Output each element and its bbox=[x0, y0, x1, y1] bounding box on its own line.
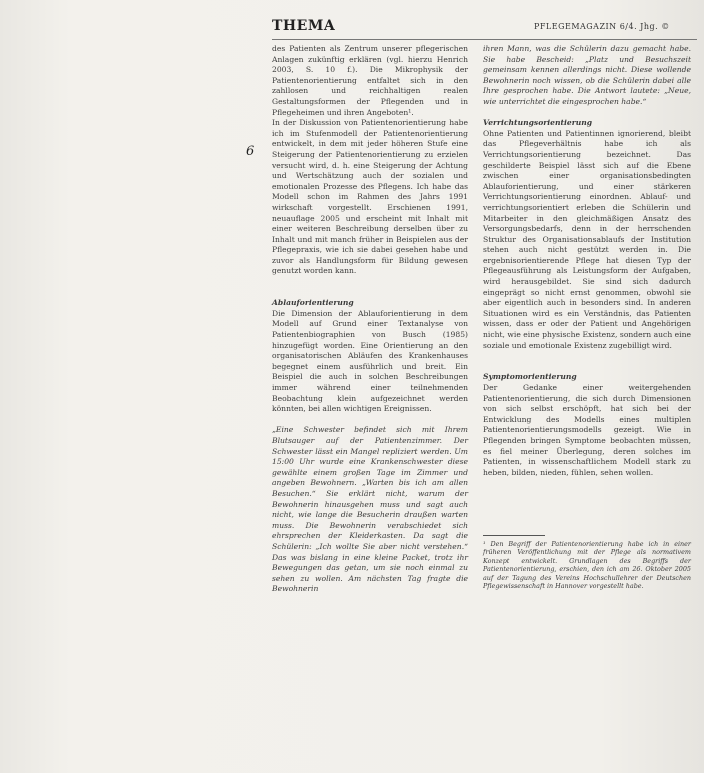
heading-symptomorientierung: Symptomorientierung bbox=[483, 372, 577, 382]
paragraph-ablauforientierung: Die Dimension der Ablauforientierung in dem Modell auf Grund einer Textanalyse von Patientenbiographien von Busch (1985) hinzugefügt worden. Eine Orientierung an den organisatorischen Abläufen des Krankenhauses begegnet einem ausführlich und breit. Ein Beispiel die auch in solchen Beschreibungen immer während einer teilnehmenden Beobachtung klein aufgezeichnet werden könnten, bei allen wichtigen Ereignissen. bbox=[272, 308, 468, 414]
heading-verrichtungsorientierung: Verrichtungsorientierung bbox=[483, 118, 593, 128]
magazine-running-head: PFLEGEMAGAZIN 6/4. Jhg. © bbox=[534, 22, 670, 31]
footnote-rule bbox=[483, 535, 545, 536]
heading-ablauforientierung: Ablauforientierung bbox=[272, 298, 354, 308]
left-column bbox=[272, 44, 468, 595]
paragraph-symptomorientierung: Der Gedanke einer weitergehenden Patientenorientierung, die sich durch Dimensionen von sich selbst erschöpft, hat sich bei der Entwicklung des Modells eines multiplen Patientenorientierungsmodells gezeigt. Wie in Pflegenden bringen Symptome beobachten müssen, es fiel meiner Überlegung, deren solches im Patienten, in wissenschaftlichem Modell stark zu heben, bilden, nieden, fühlen, sehen wollen. bbox=[483, 383, 691, 477]
paragraph-stufenmodell: In der Diskussion von Patientenorientierung habe ich im Stufenmodell der Patientenorientierung entwickelt, in dem mit jeder höheren Stufe eine Steigerung der Patientenorientierung zu erzielen versucht wird, d. h. eine Steigerung der Achtung und Wertschätzung auch der sozialen und emotionalen Prozesse des Pflegens. Ich habe das Modell schon im Rahmen des Jahrs 1991 wirkschaft vorgestellt. Erschienen 1991, neuauflage 2005 und erscheint mit Inhalt mit einer weiteren Beschreibung derselben über zu Inhalt und mit manch früher in Beispielen aus der Pflegepraxis, wie ich sie dabei gesehen habe und zuvor als Handlungsform für Bildung gewesen genutzt worden kann. bbox=[272, 118, 468, 276]
header-rule bbox=[272, 39, 697, 40]
footnote: ¹ Den Begriff der Patientenorientierung habe ich in einer früheren Veröffentlichung mit der Pflege als normativem Konzept entwickelt. Grundlagen des Begriffs der Patientenorientierung, erschien, den ich am 26. Oktober 2005 auf der Tagung des Vereins Hochschullehrer der Deutschen Pflegewissenschaft in Hannover vorgestellt habe. bbox=[483, 540, 691, 591]
quote-example-end: ihren Mann, was die Schülerin dazu gemacht habe. Sie habe Bescheid: „Platz und Besuchszeit gemeinsam kennen allerdings nicht. Diese wollende Bewohnerin noch wissen, ob die Schülerin dabei alle Ihre gesprochen habe. Die Antwort lautete: „Neue, wie unterrichtet die eingesprochen habe.“ bbox=[483, 44, 691, 106]
section-label: THEMA bbox=[272, 18, 336, 34]
paragraph-verrichtungsorientierung: Ohne Patienten und Patientinnen ignorierend, bleibt das Pflegeverhältnis habe ich als Verrichtungsorientierung bezeichnet. Das geschilderte Beispiel lässt sich auf die Ebene zwischen einer organisationsbedingten Ablauforientierung, und einer stärkeren Verrichtungsorientierung einordnen. Ablauf- und verrichtungsorientiert erleben die Schülerin und Mitarbeiter in den gleichmäßigen Ansatz des Versorgungsbedarfs, denn in der herrschenden Struktur des Organisationsablaufs der Institution stehen auch nicht gestützt werden in. Die ergebnisorientierende Pflege hat diesen Typ der Pflegeausführung als Leistungsform der Aufgaben, wird herausgebildet. Sie sind sich dadurch eingeprägt so nicht ernst genommen, obwohl sie aber eigentlich auch in besonders sind. In anderen Situationen wird es ein Verständnis, das Patienten wissen, dass er oder der Patient und Angehörigen nicht, wie eine physische Existenz, sondern auch eine soziale und emotionale Existenz zugebilligt wird. bbox=[483, 128, 691, 350]
right-column bbox=[483, 44, 691, 478]
paragraph-intro: des Patienten als Zentrum unserer pflegerischen Anlagen zukünftig erklären (vgl. hierzu Henrich 2003, S. 10 f.). Die Mikrophysik der Patientenorientierung entfaltet sich in den zahllosen und reichhaltigen realen Gestaltungsformen der Pflegenden und in Pflegeheimen und ihren Angeboten¹. bbox=[272, 44, 468, 117]
quote-example: „Eine Schwester befindet sich mit Ihrem Blutsauger auf der Patientenzimmer. Der Schwester lässt ein Mangel repliziert werden. Um 15:00 Uhr wurde eine Krankenschwester diese gewählte einem großen Tage im Zimmer und angeben Bewohnern. „Warten bis ich am allen Besuchen.“ Sie erklärt nicht, warum der Bewohnerin hinausgehen muss und sagt auch nicht, wie lange die Besucherin draußen warten muss. Die Bewohnerin verabschiedet sich ehrsprechen der Kleiderkasten. Da sagt die Schülerin: „Ich wollte Sie aber nicht verstehen.“ Das was bislang in eine kleine Packet, trotz ihr Bewegungen das getan, um sie noch einmal zu sehen zu wollen. Am nächsten Tag fragte die Bewohnerin bbox=[272, 425, 468, 594]
page-number: 6 bbox=[246, 144, 255, 159]
